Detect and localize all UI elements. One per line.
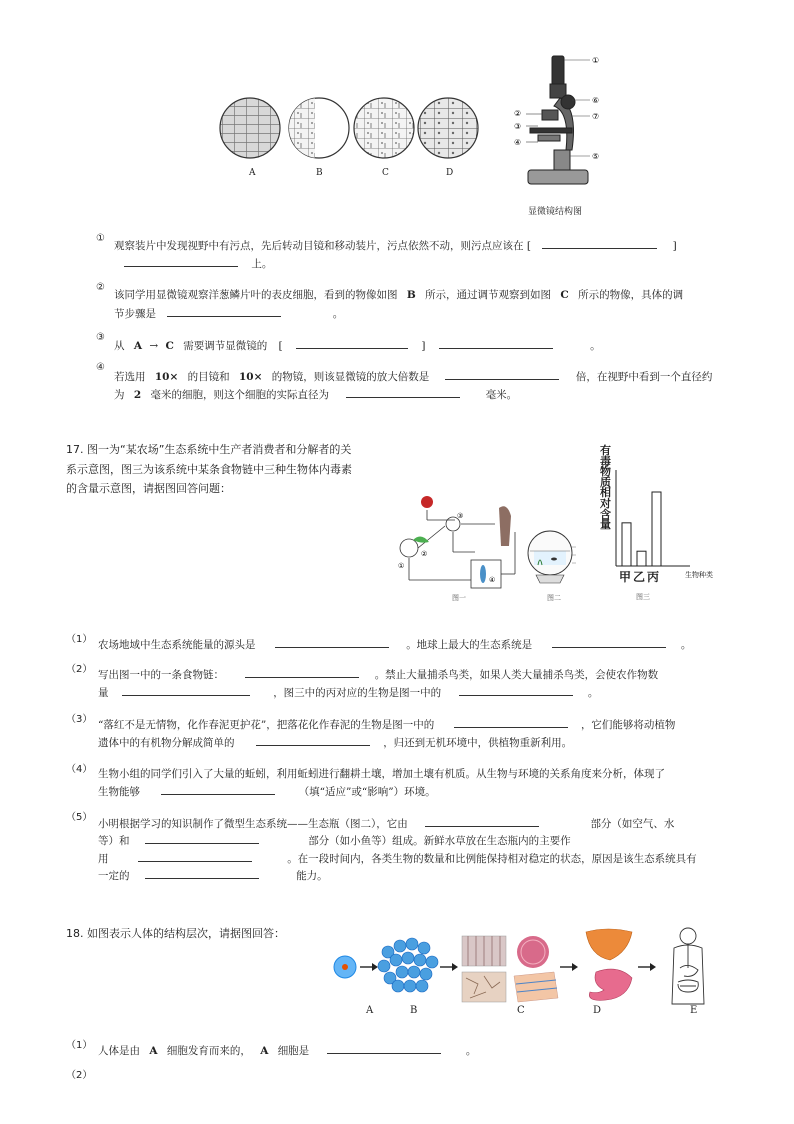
view-c	[354, 98, 414, 158]
q17-5-blank-a[interactable]	[425, 815, 539, 827]
mic-num-5: ⑤	[592, 152, 600, 161]
q16-2-end: 。	[332, 308, 344, 320]
q17-2-blank-c[interactable]	[459, 684, 573, 696]
q17-3-t3: 遗体中的有机物分解成简单的	[98, 737, 235, 749]
q17-5-blank-b[interactable]	[145, 832, 259, 844]
q17-3-t2: ，它们能够将动植物	[580, 719, 676, 731]
mic-num-6: ⑥	[592, 96, 600, 105]
view-d	[418, 98, 478, 158]
fig1-mark-3: ③	[457, 512, 464, 520]
q17-num-1: （1）	[66, 634, 93, 645]
label-b: B	[316, 168, 323, 178]
q17-4-t2: 生物能够	[98, 786, 140, 798]
q16-2-t2: 所示，通过调节观察到如图	[425, 289, 552, 301]
q17-4-line1	[98, 766, 665, 781]
fig1-mark-4: ④	[489, 576, 496, 584]
q17-3-blank-a[interactable]	[454, 716, 568, 728]
q16-2-c: C	[560, 289, 569, 301]
q16-3-t1: 从	[114, 340, 125, 352]
q16-1-blank-a[interactable]	[542, 237, 657, 249]
fig1-caption: 图一	[452, 594, 466, 602]
fig3-caption: 图三	[636, 593, 650, 601]
decomposer-icon	[480, 565, 486, 583]
q16-2-line2	[114, 305, 343, 321]
q16-2-t1: 该同学用显微镜观察洋葱鳞片叶的表皮细胞，看到的物像如图	[114, 289, 398, 301]
q16-3-t2: 需要调节显微镜的	[183, 340, 268, 352]
q18-1-a1: A	[149, 1045, 158, 1057]
tissues-c-icon	[462, 936, 558, 1002]
q16-1-line1	[114, 237, 677, 253]
q16-3-lbracket: [	[278, 340, 283, 352]
q17-2-t3: 量	[98, 687, 109, 699]
q16-4-t4: 倍，在视野中看到一个直径约	[575, 371, 713, 383]
chart-xlabel: 生物种类	[685, 571, 713, 579]
q16-3-end: 。	[590, 340, 601, 352]
q16-4-two: 2	[133, 389, 142, 401]
ylabel-char: 相	[600, 486, 611, 500]
q16-4-t6: 毫米的细胞，则这个细胞的实际直径为	[150, 389, 329, 401]
q16-3-c: C	[165, 340, 174, 352]
chart-categories	[619, 568, 659, 585]
mic-num-2: ②	[514, 109, 522, 118]
q16-4-t5: 为	[114, 389, 125, 401]
q16-3-arrow: →	[149, 340, 159, 352]
cell-cluster-b-icon	[378, 938, 438, 992]
q17-5-end: 能力。	[296, 870, 328, 882]
q17-2-line1	[98, 666, 658, 682]
q16-2-blank[interactable]	[167, 305, 281, 317]
q16-4-line1	[114, 368, 712, 384]
q17-1-t2: 。地球上最大的生态系统是	[406, 639, 533, 651]
q16-2-t3: 所示的物像，具体的调	[578, 289, 684, 301]
eco-bottle-diagram	[524, 525, 584, 595]
q17-5-line1	[98, 815, 674, 831]
q16-2-line1	[114, 287, 683, 302]
q18-1-t3: 细胞是	[277, 1045, 310, 1057]
q17-1-line	[98, 636, 691, 652]
q18-num-2: （2）	[66, 1070, 93, 1081]
q16-1-text: 观察装片中发现视野中有污点，先后转动目镜和移动装片，污点依然不动，则污点应该在 [	[114, 240, 531, 252]
q17-1-blank-b[interactable]	[552, 636, 666, 648]
q18-label-b: B	[410, 1005, 418, 1016]
q17-5-line2	[98, 832, 571, 848]
q17-5-t6: 。在一段时间内，各类生物的数量和比例能保持相对稳定的状态，原因是该生态系统具有	[287, 853, 697, 865]
q16-3-line	[114, 337, 601, 353]
q17-1-blank-a[interactable]	[275, 636, 389, 648]
mic-num-7: ⑦	[592, 112, 600, 121]
cat-jia: 甲	[619, 570, 632, 584]
q17-num-5: （5）	[66, 812, 93, 823]
q17-5-line3	[98, 850, 697, 866]
q17-2-line2	[98, 684, 598, 700]
q16-4-t2: 的目镜和	[187, 371, 230, 383]
microscope-caption: 显微镜结构图	[528, 207, 583, 217]
ylabel-char: 含	[600, 507, 611, 521]
q18-label-d: D	[593, 1005, 602, 1016]
mic-num-4: ④	[514, 138, 522, 147]
q16-3-blank-b[interactable]	[439, 337, 553, 349]
q18-1-t2: 细胞发育而来的，	[166, 1045, 251, 1057]
q18-1-t1: 人体是由	[98, 1045, 140, 1057]
q16-1-bracket: ]	[672, 240, 677, 252]
bar-甲	[622, 523, 631, 566]
q16-2-t4: 节步骤是	[114, 308, 156, 320]
q17-2-t4: ，图三中的丙对应的生物是图一中的	[273, 687, 442, 699]
cat-bing: 丙	[647, 570, 660, 584]
bird-icon	[499, 506, 511, 546]
q16-num-2: ②	[96, 282, 105, 293]
q17-5-t5: 用	[98, 853, 109, 865]
ylabel-char: 毒	[600, 454, 611, 468]
q18-label-c: C	[517, 1005, 525, 1016]
q17-5-t4: 部分（如小鱼等）组成。新鲜水草放在生态瓶内的主要作	[308, 835, 571, 847]
q16-num-4: ④	[96, 362, 105, 373]
q18-1-blank[interactable]	[327, 1042, 441, 1054]
q17-title-1: 17. 图一为“某农场”生态系统中生产者消费者和分解者的关	[66, 443, 352, 456]
q16-4-t1: 若选用	[114, 371, 146, 383]
cat-yi: 乙	[633, 570, 646, 584]
q16-2-b: B	[406, 289, 416, 301]
q17-1-end: 。	[680, 639, 692, 651]
digestive-system-e-icon	[672, 928, 704, 1004]
fig1-mark-1: ①	[398, 562, 405, 570]
q16-3-rbracket: ]	[421, 340, 426, 352]
q17-num-3: （3）	[66, 714, 93, 725]
ylabel-char: 物	[600, 465, 611, 479]
q17-num-2: （2）	[66, 664, 93, 675]
q17-2-t2: 。禁止大量捕杀鸟类，如果人类大量捕杀鸟类，会使农作物数	[374, 669, 659, 681]
q17-5-t3: 等）和	[98, 835, 130, 847]
q17-2-t1: 写出图一中的一条食物链：	[98, 669, 224, 681]
q18-num-1: （1）	[66, 1040, 93, 1051]
fig2-caption: 图二	[547, 594, 561, 602]
q18-1-a2: A	[260, 1045, 269, 1057]
mic-num-1: ①	[592, 56, 600, 65]
ylabel-char: 有	[600, 444, 611, 457]
label-a: A	[249, 168, 256, 178]
label-d: D	[446, 168, 454, 178]
q16-4-o: 10×	[238, 371, 263, 383]
q17-2-end: 。	[587, 687, 599, 699]
q17-5-t2: 部分（如空气、水	[590, 818, 675, 830]
q16-4-e: 10×	[154, 371, 179, 383]
view-a	[220, 98, 280, 158]
bar-丙	[652, 492, 661, 566]
q18-label-e: E	[690, 1005, 698, 1016]
q17-4-t1: 生物小组的同学们引入了大量的蚯蚓，利用蚯蚓进行翻耕土壤，增加土壤有机质。从生物与环境的关系角度来分析，体现了	[98, 768, 665, 780]
q16-1-blank-b[interactable]	[124, 255, 238, 267]
q17-5-blank-c[interactable]	[138, 850, 252, 862]
q16-1-end: 上。	[251, 258, 273, 270]
q16-num-1: ①	[96, 233, 105, 244]
q18-1-line	[98, 1042, 476, 1058]
q16-3-a: A	[133, 340, 142, 352]
q16-4-blank-a[interactable]	[445, 368, 559, 380]
q17-4-line2	[98, 783, 436, 799]
q16-num-3: ③	[96, 332, 105, 343]
q17-1-t1: 农场地域中生态系统能量的源头是	[98, 639, 256, 651]
q18-label-a: A	[366, 1005, 374, 1016]
toxin-bar-chart	[612, 470, 692, 570]
q18-title: 18. 如图表示人体的结构层次，请据图回答：	[66, 927, 285, 940]
q17-3-line1	[98, 716, 675, 732]
q16-4-blank-b[interactable]	[346, 386, 460, 398]
q16-1-line2	[124, 255, 272, 271]
q17-2-blank-a[interactable]	[245, 666, 359, 678]
q16-4-end: 毫米。	[485, 389, 518, 401]
sun-icon	[421, 496, 433, 508]
ylabel-char: 质	[600, 475, 611, 489]
q17-3-t4: ，归还到无机环境中，供植物重新利用。	[383, 737, 573, 749]
q17-3-line2	[98, 734, 572, 750]
q17-4-t3: （填“适应”或“影响”）环境。	[298, 786, 436, 798]
q17-5-t7: 一定的	[98, 870, 130, 882]
body-structure-figure	[328, 922, 728, 1012]
q17-num-4: （4）	[66, 764, 93, 775]
q16-4-t3: 的物镜，则该显微镜的放大倍数是	[271, 371, 430, 383]
label-c: C	[382, 168, 389, 178]
q17-title-2: 系示意图，图三为该系统中某条食物链中三种生物体内毒素	[66, 463, 352, 476]
q16-4-line2	[114, 386, 517, 402]
q17-5-blank-d[interactable]	[145, 867, 259, 879]
q17-3-t1: “落红不是无情物，化作春泥更护花”，把落花化作春泥的生物是图一中的	[98, 719, 435, 731]
ylabel-char: 量	[600, 518, 611, 532]
q17-title-3: 的含量示意图，请据图回答问题：	[66, 482, 231, 495]
q17-2-blank-b[interactable]	[122, 684, 250, 696]
q16-3-blank-a[interactable]	[296, 337, 408, 349]
fig1-mark-2: ②	[421, 550, 428, 558]
ecosystem-diagram	[395, 490, 530, 605]
microscope-figure	[508, 50, 608, 200]
mic-num-3: ③	[514, 122, 522, 131]
q18-1-end: 。	[465, 1045, 477, 1057]
q17-3-blank-b[interactable]	[256, 734, 370, 746]
bar-乙	[637, 551, 646, 566]
ylabel-char: 对	[600, 496, 611, 510]
q17-4-blank[interactable]	[161, 783, 275, 795]
organs-d-icon	[586, 929, 632, 1000]
q17-5-line4	[98, 867, 328, 883]
q17-5-t1: 小明根据学习的知识制作了微型生态系统——生态瓶（图二），它由	[98, 818, 408, 830]
